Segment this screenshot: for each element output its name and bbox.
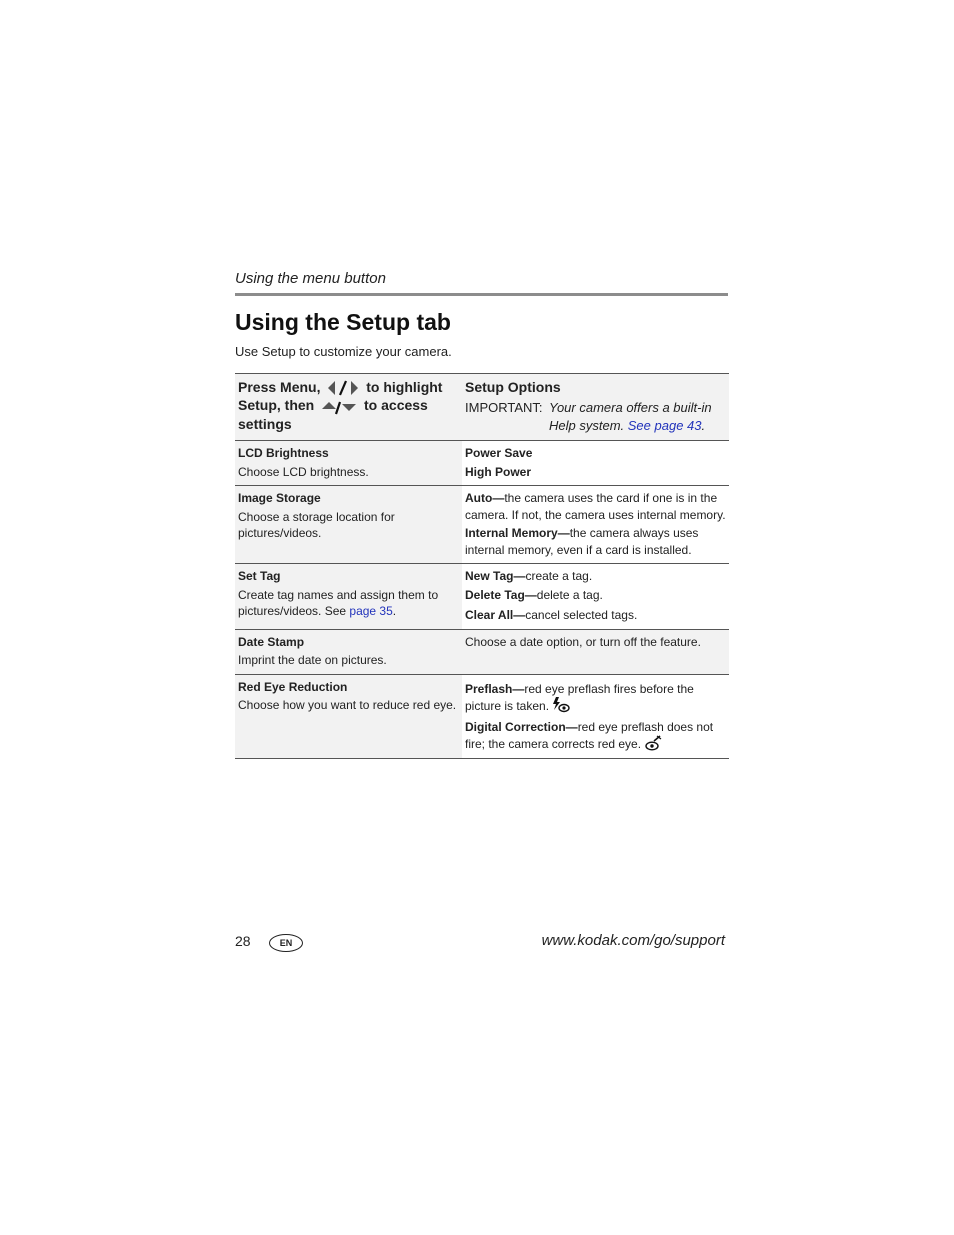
setting-description: Create tag names and assign them to pictures/videos. See page 35. (238, 587, 439, 618)
option-date-stamp: Choose a date option, or turn off the feature. (465, 634, 701, 649)
support-url[interactable]: www.kodak.com/go/support (541, 932, 725, 949)
instruction-text: to access (364, 397, 428, 414)
important-label: IMPORTANT: (465, 400, 543, 415)
setting-description: Choose how you want to reduce red eye. (238, 698, 457, 712)
table-row (235, 674, 729, 758)
instruction-text: to highlight (366, 379, 443, 395)
option-auto: Auto—the camera uses the card if one is in the camera. If not, the camera uses internal memory. (465, 491, 726, 522)
option-digital-correction: Digital Correction—red eye preflash does not fire; the camera corrects red eye. (465, 719, 714, 751)
see-page-35-link[interactable]: page 35 (349, 604, 393, 618)
header-options-cell (462, 374, 729, 441)
setup-options-heading: Setup Options (465, 379, 561, 395)
instruction-text: Setup, then (238, 397, 315, 414)
option-preflash: Preflash—red eye preflash fires before the picture is taken. (465, 681, 694, 713)
section-header: Using the menu button (235, 270, 386, 287)
see-page-43-link[interactable]: See page 43 (627, 418, 702, 433)
option-internal-memory: Internal Memory—the camera always uses internal memory, even if a card is installed. (465, 526, 699, 557)
table-header-row (235, 374, 729, 441)
table-row (235, 629, 729, 674)
important-text: Your camera offers a built-in Help system. (549, 400, 712, 433)
table-row (235, 486, 729, 564)
table-row (235, 441, 729, 486)
page-title: Using the Setup tab (235, 309, 451, 335)
setting-description: Imprint the date on pictures. (238, 653, 387, 667)
setting-title: Date Stamp (238, 634, 305, 649)
page-number: 28 (235, 933, 251, 949)
intro-text: Use Setup to customize your camera. (235, 344, 452, 359)
setting-description: Choose a storage location for pictures/videos. (238, 509, 395, 540)
important-note: IMPORTANT: Your camera offers a built-in Help system. See page 43. (465, 400, 712, 433)
setting-description: Choose LCD brightness. (238, 464, 369, 479)
language-badge: EN (269, 934, 303, 952)
header-instruction-cell (235, 374, 462, 441)
up-down-arrows-icon (321, 399, 357, 415)
option-delete-tag: Delete Tag—delete a tag. (465, 587, 603, 602)
table-row (235, 564, 729, 630)
setting-title: Set Tag (238, 569, 281, 583)
header-rule (235, 293, 728, 296)
setup-options-table (235, 373, 729, 759)
red-eye-digital-correction-icon (644, 735, 662, 751)
setting-title: Image Storage (238, 491, 321, 505)
option-power-save: Power Save (465, 446, 533, 460)
left-right-arrows-icon (327, 380, 359, 396)
option-clear-all: Clear All—cancel selected tags. (465, 608, 638, 622)
red-eye-preflash-icon (552, 697, 570, 713)
option-high-power: High Power (465, 464, 532, 479)
instruction-text: settings (238, 415, 292, 432)
instruction-text: Press Menu, (238, 379, 321, 395)
setting-title: Red Eye Reduction (238, 679, 348, 694)
setting-title: LCD Brightness (238, 446, 329, 460)
option-new-tag: New Tag—create a tag. (465, 569, 593, 583)
